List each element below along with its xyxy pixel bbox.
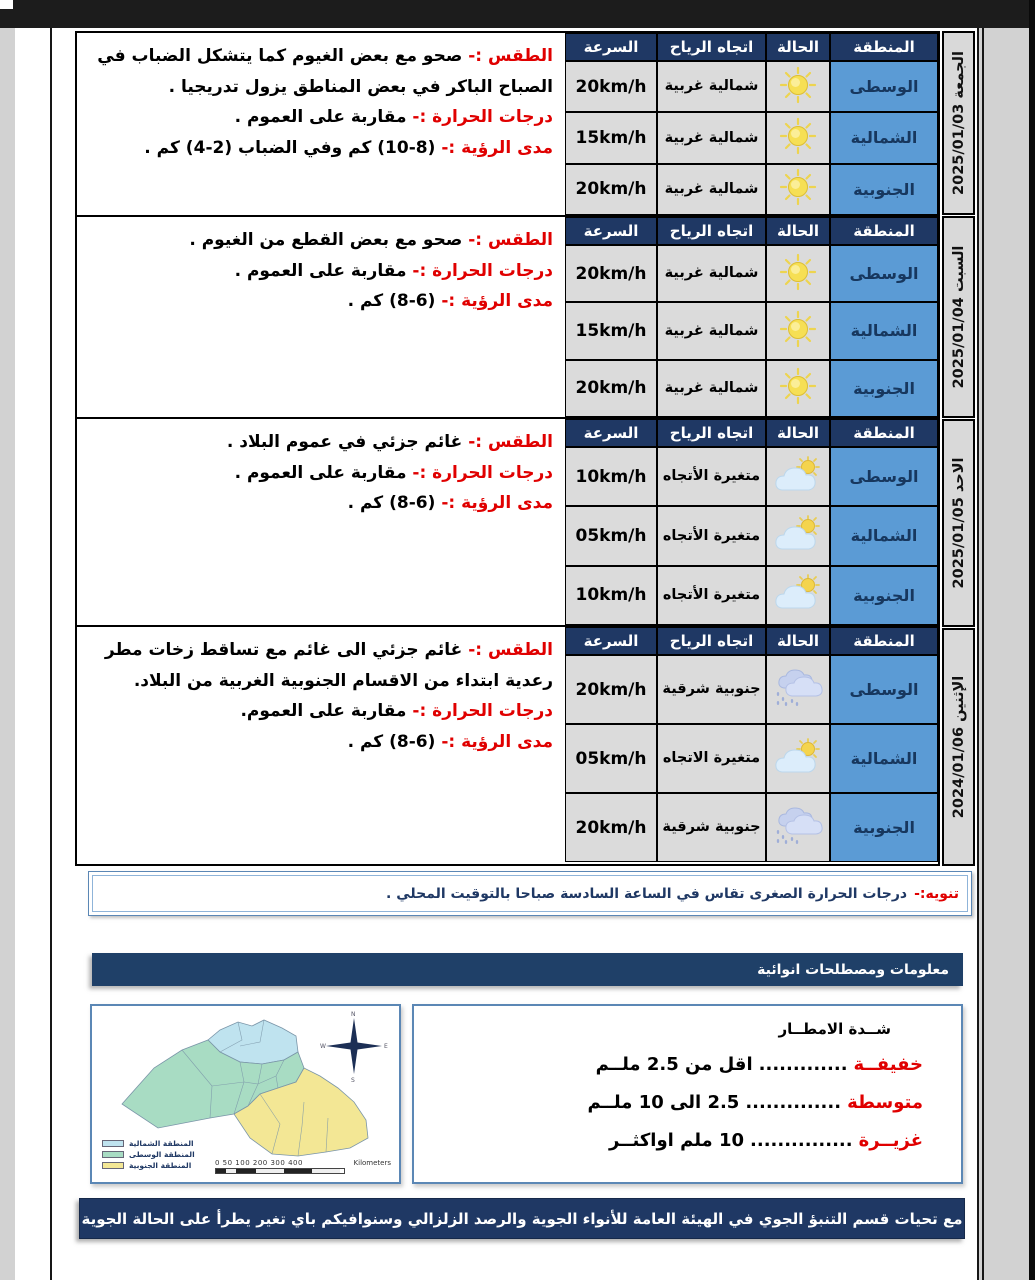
wind-direction-cell: جنوبية شرقية [657,793,766,862]
map-scale-bar [215,1159,391,1174]
wind-speed-cell: 20km/h [565,245,657,302]
wind-speed-cell: 20km/h [565,793,657,862]
sun-behind-cloud-icon [772,515,824,557]
wind-direction-cell: شمالية غربية [657,112,766,163]
info-section-header [92,953,963,986]
description-text: (6-8) كم . [347,291,442,312]
weather-description [77,627,565,862]
sun-behind-cloud-icon [772,456,824,498]
condition-cell [766,724,830,793]
condition-cell [766,506,830,565]
weather-description-line [85,458,553,489]
region-cell: الوسطى [830,61,938,112]
scan-edge-right-outer [977,28,979,1280]
column-header-speed: السرعة [565,217,657,245]
sun-behind-cloud-icon [772,738,824,780]
description-text: مقاربة على العموم. [240,701,413,722]
sun-behind-cloud-icon [772,574,824,616]
svg-text:E: E [384,1043,388,1050]
description-text: مقاربة على العموم . [234,260,413,281]
region-cell: الجنوبية [830,566,938,625]
date-cell [942,419,975,627]
wind-speed-cell: 10km/h [565,447,657,506]
description-label: مدى الرؤية :- [441,137,553,158]
wind-direction-cell: جنوبية شرقية [657,655,766,724]
description-label: درجات الحرارة :- [412,462,553,483]
region-cell: الشمالية [830,302,938,359]
column-header-speed: السرعة [565,627,657,655]
wind-speed-cell: 20km/h [565,61,657,112]
region-cell: الوسطى [830,447,938,506]
weather-description-line [85,133,553,164]
description-text: (6-8) كم . [347,731,442,752]
legend-label-south: المنطقة الجنوبية [129,1161,192,1170]
weather-description-line [85,488,553,519]
column-header-region: المنطقة [830,33,938,61]
description-label: الطقس :- [468,46,553,66]
condition-cell [766,245,830,302]
wind-direction-cell: متغيرة الأتجاه [657,566,766,625]
wind-direction-cell: شمالية غربية [657,164,766,215]
rain-clouds-icon [772,806,824,850]
date-cell [942,31,975,215]
sun-icon [776,367,820,409]
weather-description-line [85,727,553,758]
scale-bar-segments [215,1168,345,1174]
region-cell: الجنوبية [830,793,938,862]
forecast-table [75,31,940,866]
weather-description-line [85,225,553,256]
legend-label-central: المنطقة الوسطى [129,1150,195,1159]
column-header-speed: السرعة [565,33,657,61]
description-label: الطقس :- [468,432,553,452]
description-text: مقاربة على العموم . [234,107,413,128]
map-legend [102,1137,195,1170]
rain-intensity-panel [412,1004,963,1184]
legend-swatch-central [102,1151,124,1158]
weather-description [77,217,565,417]
viewer-top-bar [0,0,1035,28]
region-cell: الجنوبية [830,360,938,417]
weather-description-line [85,256,553,287]
wind-speed-cell: 10km/h [565,566,657,625]
date-label: الجمعة 2025/01/03 [950,51,967,195]
scale-labels: 0 50 100 200 300 400 [215,1159,303,1167]
date-label: الإثنين 2024/01/06 [950,675,967,819]
wind-speed-cell: 20km/h [565,655,657,724]
viewer-top-notch [0,0,13,9]
weather-description [77,419,565,625]
wind-direction-cell: متغيرة الأتجاه [657,447,766,506]
description-text: صحو مع بعض القطع من الغيوم . [189,230,469,250]
description-label: مدى الرؤية :- [441,493,553,514]
iraq-map-panel [90,1004,401,1184]
wind-speed-cell: 15km/h [565,112,657,163]
region-cell: الوسطى [830,245,938,302]
svg-text:S: S [351,1077,355,1084]
condition-cell [766,61,830,112]
svg-text:N: N [351,1011,356,1018]
condition-cell [766,302,830,359]
wind-speed-cell: 15km/h [565,302,657,359]
legend-row-south [102,1161,195,1170]
description-label: درجات الحرارة :- [412,701,553,722]
description-label: درجات الحرارة :- [412,107,553,128]
column-header-region: المنطقة [830,627,938,655]
weather-description-line [85,696,553,727]
weather-description [77,33,565,215]
notice-strip [88,871,972,916]
condition-cell [766,360,830,417]
forecast-day-section [77,419,938,627]
weather-description-line [85,41,553,102]
sun-icon [776,253,820,295]
description-label: مدى الرؤية :- [441,731,553,752]
column-header-wind: اتجاه الرياح [657,33,766,61]
region-cell: الشمالية [830,506,938,565]
wind-speed-cell: 05km/h [565,506,657,565]
condition-cell [766,447,830,506]
region-cell: الشمالية [830,112,938,163]
column-header-wind: اتجاه الرياح [657,419,766,447]
forecast-day-table [565,627,938,862]
description-label: الطقس :- [468,230,553,250]
forecast-day-section [77,33,938,217]
sun-icon [776,66,820,108]
condition-cell [766,164,830,215]
forecast-day-section [77,217,938,419]
sun-icon [776,117,820,159]
column-header-region: المنطقة [830,217,938,245]
rain-clouds-icon [772,668,824,712]
rain-intensity-item-light: خفيفــة.............اقل من 2.5 ملــم [595,1054,923,1075]
wind-direction-cell: متغيرة الأتجاه [657,506,766,565]
condition-cell [766,793,830,862]
rain-intensity-item-heavy: غزيــرة...............10 ملم اواكثــر [608,1129,923,1151]
forecast-day-table [565,217,938,417]
description-text: (6-8) كم . [347,493,442,514]
forecast-day-table [565,33,938,215]
scan-edge-left [50,28,52,1280]
legend-swatch-north [102,1140,124,1147]
info-section-title: معلومات ومصطلحات انوائية [757,961,949,978]
wind-direction-cell: شمالية غربية [657,302,766,359]
column-header-condition: الحالة [766,33,830,61]
weather-description-line [85,102,553,133]
forecast-day-table [565,419,938,625]
legend-row-north [102,1139,195,1148]
notice-text: درجات الحرارة الصغرى تقاس في الساعة السادسة صباحا بالتوقيت المحلي . [386,885,908,902]
column-header-condition: الحالة [766,217,830,245]
weather-description-line [85,427,553,458]
date-label: السبت 2025/01/04 [950,245,967,389]
region-cell: الشمالية [830,724,938,793]
weather-description-line [85,286,553,317]
description-text: غائم جزئي في عموم البلاد . [226,432,469,452]
svg-text:W: W [320,1043,326,1050]
region-cell: الجنوبية [830,164,938,215]
legend-label-north: المنطقة الشمالية [129,1139,194,1148]
column-header-region: المنطقة [830,419,938,447]
column-header-condition: الحالة [766,419,830,447]
description-label: الطقس :- [468,640,553,660]
description-label: مدى الرؤية :- [441,291,553,312]
rain-intensity-list [414,1046,923,1159]
legend-swatch-south [102,1162,124,1169]
column-header-wind: اتجاه الرياح [657,217,766,245]
weather-description-line [85,635,553,696]
date-cell [942,216,975,418]
region-cell: الوسطى [830,655,938,724]
wind-direction-cell: متغيرة الاتجاه [657,724,766,793]
wind-speed-cell: 20km/h [565,360,657,417]
description-text: (8-10) كم وفي الضباب (2-4) كم . [144,137,442,158]
column-header-wind: اتجاه الرياح [657,627,766,655]
wind-speed-cell: 05km/h [565,724,657,793]
sun-icon [776,168,820,210]
legend-row-central [102,1150,195,1159]
date-cell [942,628,975,866]
viewer-right-edge [1029,0,1035,1280]
wind-direction-cell: شمالية غربية [657,61,766,112]
viewer-right-margin [984,28,1029,1280]
column-header-condition: الحالة [766,627,830,655]
notice-label: تنويه:- [914,885,959,902]
forecast-day-section [77,627,938,862]
rain-intensity-item-moderate: متوسطة..............2.5 الى 10 ملــم [587,1091,923,1113]
description-text: غائم جزئي الى غائم مع تساقط زخات مطر رعدية ابتداء من الاقسام الجنوبية الغربية من البلاد. [104,640,553,691]
description-text: مقاربة على العموم . [234,462,413,483]
wind-speed-cell: 20km/h [565,164,657,215]
condition-cell [766,655,830,724]
wind-direction-cell: شمالية غربية [657,360,766,417]
description-label: درجات الحرارة :- [412,260,553,281]
footer-greeting-bar [79,1198,965,1239]
compass-rose-icon [326,1018,382,1074]
description-text: صحو مع بعض الغيوم كما يتشكل الضباب في الصباح الباكر في بعض المناطق يزول تدريجيا . [97,46,553,97]
scale-unit: Kilometers [353,1159,391,1167]
footer-text: مع تحيات قسم التنبؤ الجوي في الهيئة العامة للأنواء الجوية والرصد الزلزالي وسنوافيكم باي تغير يطرأ على الحالة الجوية [81,1209,963,1228]
condition-cell [766,566,830,625]
column-header-speed: السرعة [565,419,657,447]
condition-cell [766,112,830,163]
date-column [942,31,975,866]
wind-direction-cell: شمالية غربية [657,245,766,302]
sun-icon [776,310,820,352]
date-label: الاحد 2025/01/05 [950,457,967,589]
rain-intensity-title: شــدة الامطــار [778,1020,891,1038]
